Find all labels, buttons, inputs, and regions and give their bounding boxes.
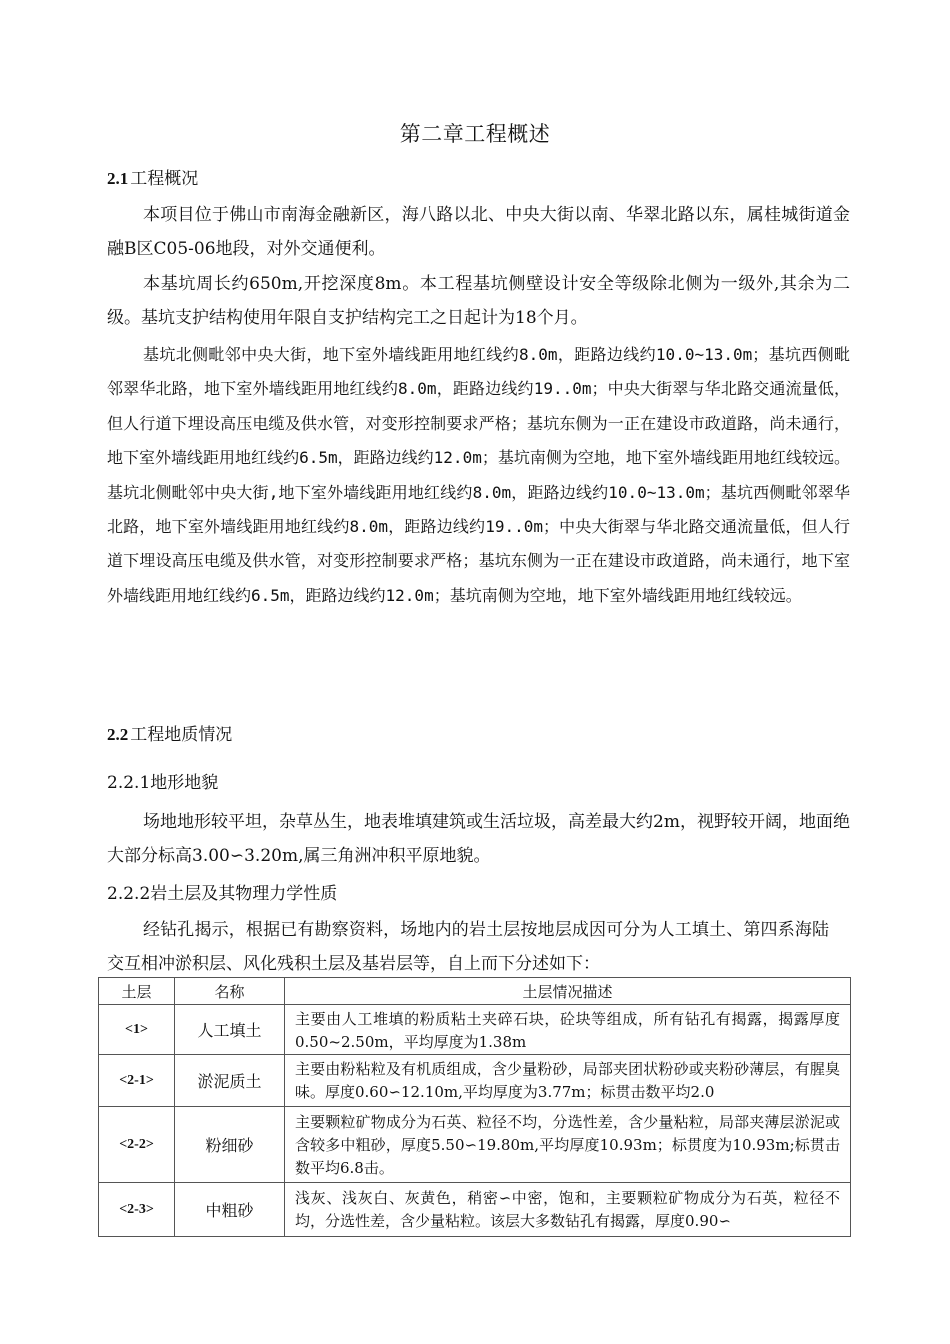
layer-description-cell <box>285 1107 851 1183</box>
paragraph-location: 本项目位于佛山市南海金融新区，海八路以北、中央大街以南、华翠北路以东，属桂城街道金融B区C05-06地段，对外交通便利。 <box>107 205 850 260</box>
section-2-2-heading <box>107 720 232 745</box>
layer-name: 淤泥质土 <box>175 1055 285 1107</box>
paragraph-surroundings: 基坑北侧毗邻中央大街，地下室外墙线距用地红线约8.0m，距路边线约10.0~13.0m；基坑西侧毗邻翠华北路，地下室外墙线距用地红线约8.0m，距路边线约19..0m；中央大街翠与华北路交通流量低，但人行道下埋设高压电缆及供水管，对变形控制要求严格；基坑东侧为一正在建设市政道路，尚未通行，地下室外墙线距用地红线约6.5m，距路边线约12.0m；基坑南侧为空地，地下室外墙线距用地红线较远。基坑北侧毗邻中央大街,地下室外墙线距用地红线约8.0m，距路边线约10.0~13.0m；基坑西侧毗邻翠华北路，地下室外墙线距用地红线约8.0m，距路边线约19..0m；中央大街翠与华北路交通流量低，但人行道下埋设高压电缆及供水管，对变形控制要求严格；基坑东侧为一正在建设市政道路，尚未通行，地下室外墙线距用地红线约6.5m，距路边线约12.0m；基坑南侧为空地，地下室外墙线距用地红线较远。 <box>107 345 850 605</box>
layer-name: 人工填土 <box>175 1005 285 1055</box>
layer-code: <2-1> <box>99 1055 175 1107</box>
section-number: 2.2 <box>107 725 129 744</box>
section-label: 工程概况 <box>130 169 199 189</box>
layer-description: 主要由人工堆填的粉质粘土夹碎石块，砼块等组成，所有钻孔有揭露，揭露厚度0.50~2.50m，平均厚度为1.38m <box>295 1009 840 1051</box>
section-label: 工程地质情况 <box>130 725 233 745</box>
paragraph-strata-intro: 经钻孔揭示，根据已有勘察资料，场地内的岩土层按地层成因可分为人工填土、第四系海陆交互相冲淤积层、风化残积土层及基岩层等，自上而下分述如下： <box>107 920 829 975</box>
layer-name: 中粗砂 <box>175 1183 285 1237</box>
layer-description: 主要由粉粘粒及有机质组成，含少量粉砂，局部夹团状粉砂或夹粉砂薄层，有腥臭味。厚度0.60∽12.10m,平均厚度为3.77m；标贯击数平均2.0 <box>295 1059 840 1101</box>
table-row <box>99 1183 851 1237</box>
layer-code: <2-2> <box>99 1107 175 1183</box>
header-layer: 土层 <box>99 978 175 1005</box>
layer-name: 粉细砂 <box>175 1107 285 1183</box>
section-2-1-heading <box>107 164 198 189</box>
chapter-title: 第二章工程概述 <box>399 122 551 146</box>
section-number: 2.1 <box>107 169 129 188</box>
subsection-2-2-2-heading: 2.2.2岩土层及其物理力学性质 <box>107 884 338 904</box>
layer-description-cell <box>285 1183 851 1237</box>
layer-description-cell <box>285 1005 851 1055</box>
table-row <box>99 1107 851 1183</box>
layer-code: <2-3> <box>99 1183 175 1237</box>
table-row <box>99 1005 851 1055</box>
table-header-row <box>99 978 851 1005</box>
layer-description: 主要颗粒矿物成分为石英、粒径不均，分选性差，含少量粘粒，局部夹薄层淤泥或含较多中粗砂，厚度5.50∽19.80m,平均厚度10.93m；标贯度为10.93m;标贯击数平均6.8击。 <box>295 1112 840 1177</box>
header-name: 名称 <box>175 978 285 1005</box>
subsection-2-2-1-heading: 2.2.1地形地貌 <box>107 773 219 793</box>
layer-description: 浅灰、浅灰白、灰黄色，稍密∽中密，饱和，主要颗粒矿物成分为石英，粒径不均，分选性差，含少量粘粒。该层大多数钻孔有揭露，厚度0.90∽ <box>295 1188 840 1230</box>
paragraph-topography: 场地地形较平坦，杂草丛生，地表堆填建筑或生活垃圾，高差最大约2m，视野较开阔，地面绝大部分标高3.00∽3.20m,属三角洲冲积平原地貌。 <box>107 812 850 867</box>
header-description: 土层情况描述 <box>285 978 851 1005</box>
paragraph-pit-overview: 本基坑周长约650m,开挖深度8m。本工程基坑侧壁设计安全等级除北侧为一级外,其余为二级。基坑支护结构使用年限自支护结构完工之日起计为18个月。 <box>107 274 850 329</box>
soil-layer-table <box>98 977 851 1237</box>
layer-code: <1> <box>99 1005 175 1055</box>
table-row <box>99 1055 851 1107</box>
layer-description-cell <box>285 1055 851 1107</box>
